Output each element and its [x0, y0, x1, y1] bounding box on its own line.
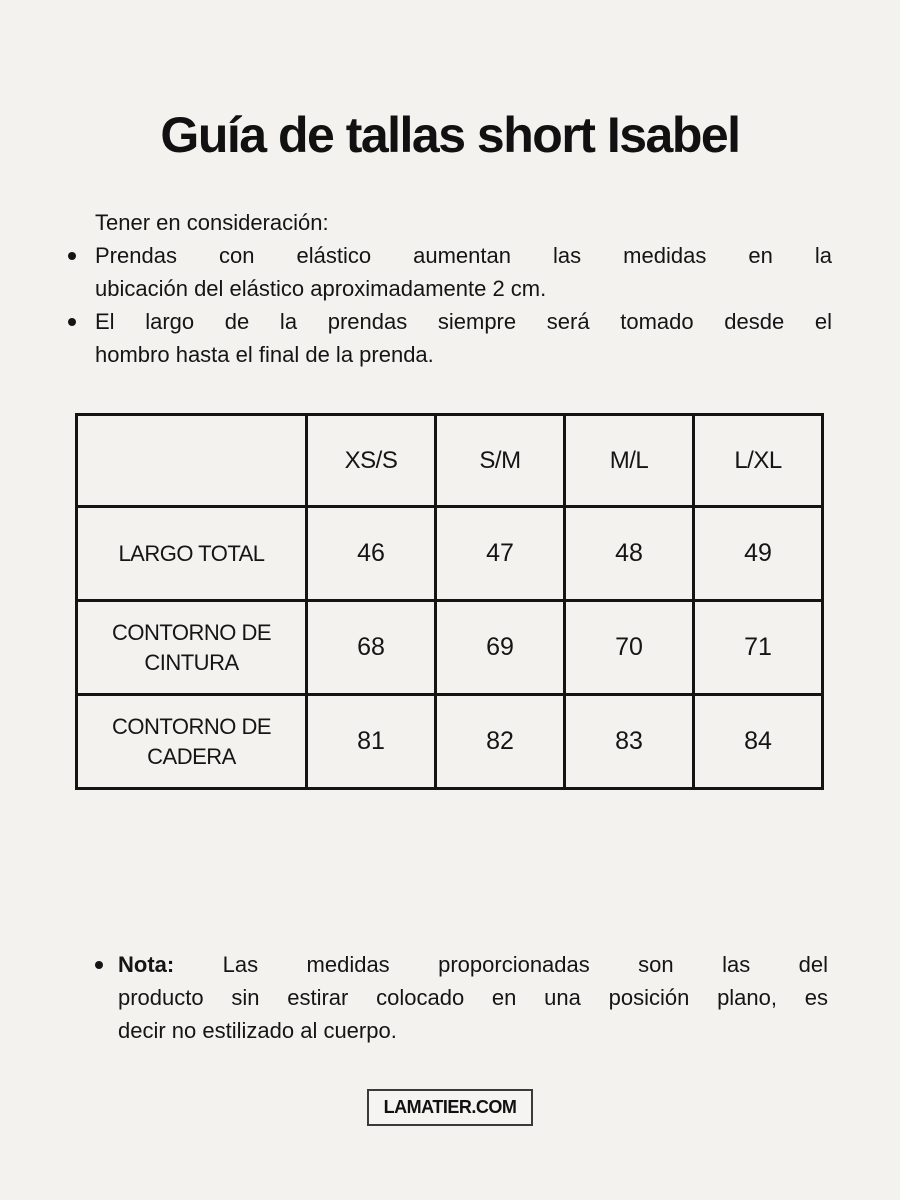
table-cell: 81 [307, 695, 436, 789]
size-column-s-m: S/M [436, 415, 565, 507]
consideration-bullet-2 [68, 305, 832, 371]
bullet-dot-icon [95, 961, 103, 969]
consideration-bullet-1 [68, 239, 832, 305]
text-line: ubicación del elástico aproximadamente 2 cm. [95, 276, 547, 301]
page-title: Guía de tallas short Isabel [160, 107, 740, 163]
text-line [118, 948, 828, 981]
bullet-dot-icon [68, 252, 76, 260]
table-cell: 49 [694, 507, 823, 601]
bullet-dot [95, 948, 118, 969]
note-section [95, 948, 828, 1047]
footer [0, 1089, 900, 1126]
considerations-section [68, 206, 832, 371]
table-cell: 82 [436, 695, 565, 789]
consideration-bullet-2-text [95, 305, 832, 371]
size-table-section [75, 413, 824, 790]
bullet-dot [68, 305, 95, 326]
text-line: producto sin estirar colocado en una posición plano, es [118, 985, 828, 1010]
table-cell: 83 [565, 695, 694, 789]
bullet-dot [68, 239, 95, 260]
size-table-corner-cell [77, 415, 307, 507]
table-cell: 47 [436, 507, 565, 601]
size-column-l-xl: L/XL [694, 415, 823, 507]
bullet-dot-icon [68, 318, 76, 326]
table-row-contorno-cintura [77, 601, 823, 695]
table-cell: 69 [436, 601, 565, 695]
text-line: hombro hasta el final de la prenda. [95, 342, 434, 367]
text-line: El largo de la prendas siempre será tomado desde el [95, 309, 832, 334]
text-line: decir no estilizado al cuerpo. [118, 1018, 397, 1043]
size-column-m-l: M/L [565, 415, 694, 507]
brand-badge: LAMATIER.COM [367, 1089, 534, 1126]
table-cell: 71 [694, 601, 823, 695]
size-column-xs-s: XS/S [307, 415, 436, 507]
table-cell: 68 [307, 601, 436, 695]
note-line1-rest: Las medidas proporcionadas son las del [222, 952, 828, 977]
note-bullet [95, 948, 828, 1047]
note-text [118, 948, 828, 1047]
table-cell: 46 [307, 507, 436, 601]
table-cell: 70 [565, 601, 694, 695]
note-label: Nota: [118, 952, 175, 977]
row-label: CONTORNO DE CINTURA [77, 601, 307, 695]
considerations-heading: Tener en consideración: [95, 210, 329, 235]
table-cell: 84 [694, 695, 823, 789]
row-label: LARGO TOTAL [77, 507, 307, 601]
size-table [75, 413, 824, 790]
table-row-contorno-cadera [77, 695, 823, 789]
text-line: Prendas con elástico aumentan las medidas en la [95, 243, 832, 268]
consideration-bullet-1-text [95, 239, 832, 305]
row-label: CONTORNO DE CADERA [77, 695, 307, 789]
size-table-header-row [77, 415, 823, 507]
table-row-largo-total [77, 507, 823, 601]
table-cell: 48 [565, 507, 694, 601]
